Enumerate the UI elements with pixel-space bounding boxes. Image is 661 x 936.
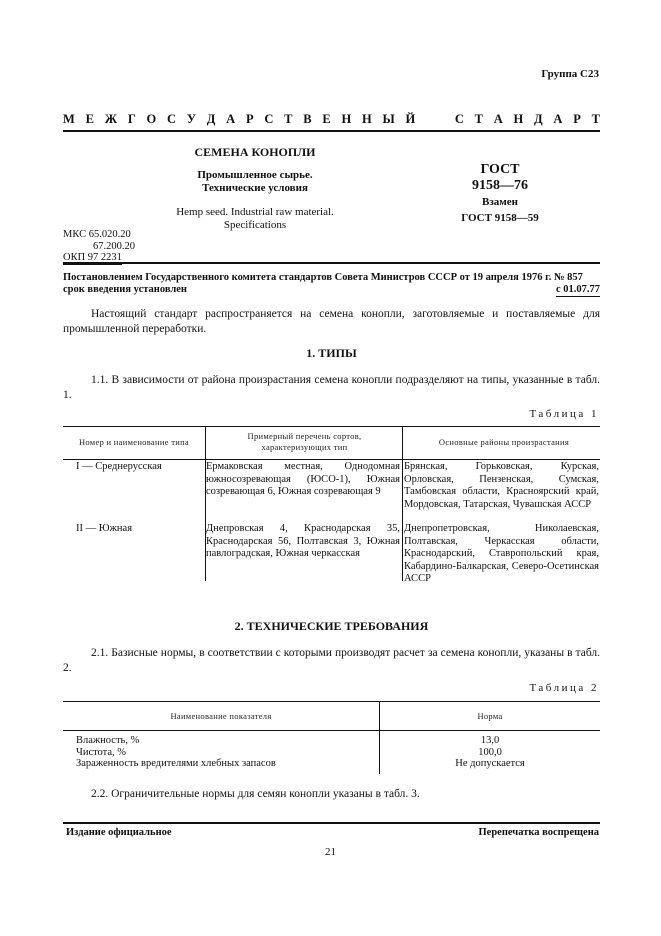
gost-label: ГОСТ — [480, 162, 520, 177]
footer-reprint: Перепечатка воспрещена — [478, 827, 599, 838]
table-1-header-regions: Основные районы произрастания — [438, 437, 570, 447]
banner_right-letter: Д — [534, 112, 543, 126]
banner_left-letter: О — [146, 112, 157, 126]
banner_left-letter: Д — [206, 112, 216, 126]
section-2-2-paragraph: 2.2. Ограничительные нормы для семян конопли указаны в табл. 3. — [91, 788, 420, 800]
banner_left-letter: Р — [245, 112, 254, 126]
table-2-row-2-value: 100,0 — [478, 746, 502, 758]
banner_right-letter: Р — [573, 112, 581, 126]
banner_right-letter: Т — [474, 112, 483, 126]
table-2-names — [76, 735, 376, 770]
table-1-col-divider-2 — [402, 426, 403, 581]
english-title — [150, 206, 360, 232]
banner_left-letter: Ы — [382, 112, 395, 126]
table-2-values — [380, 735, 600, 770]
footer-edition: Издание официальное — [66, 827, 172, 838]
banner_right-letter: А — [553, 112, 563, 126]
banner-gap — [426, 112, 444, 127]
classification-codes — [63, 229, 135, 265]
table-1-row-1-type: I — Среднерусская — [76, 461, 162, 472]
table-1-header-rule — [63, 459, 600, 460]
banner_left-letter: Е — [322, 112, 331, 126]
section-2-heading: 2. ТЕХНИЧЕСКИЕ ТРЕБОВАНИЯ — [234, 619, 429, 633]
mks-code-2: 67.200.20 — [93, 240, 135, 252]
page-number: 21 — [325, 846, 336, 858]
section-1-paragraph: 1.1. В зависимости от района произрастания семена конопли подразделяют на типы, указанные в табл. 1. — [63, 374, 600, 401]
table-2-top-rule — [63, 701, 600, 702]
subtitle-line-2: Технические условия — [202, 182, 308, 194]
banner_left-letter: Е — [85, 112, 94, 126]
banner_left-letter: Ж — [104, 112, 118, 126]
banner-rule — [63, 130, 600, 132]
mks-code-1: МКС 65.020.20 — [63, 229, 131, 240]
banner_left-letter: С — [167, 112, 177, 126]
table-2-row-1-name: Влажность, % — [76, 735, 140, 746]
banner_right-letter: Т — [591, 112, 600, 126]
subtitle-line-1: Промышленное сырье. — [197, 169, 313, 181]
banner_left-letter: М — [63, 112, 75, 126]
english-title-line-1: Hemp seed. Industrial raw material. — [176, 206, 334, 218]
table-2-row-3-value: Не допускается — [455, 758, 525, 769]
banner_left-letter: С — [264, 112, 274, 126]
table-1-row-1-regions: Брянская, Горьковская, Курская, Орловская, Пензенская, Сумская, Тамбовская области, Красноярский край, Мордовская, Татарская, Чувашская АССР — [404, 461, 599, 510]
table-2-header-rule — [63, 730, 600, 731]
document-subtitle — [150, 169, 360, 195]
table-1-header-varieties: Примерный перечень сортов, характеризующих тип — [247, 431, 362, 452]
group-label: Группа С23 — [541, 68, 599, 80]
banner_left-letter: Й — [405, 112, 416, 126]
gost-old-number: ГОСТ 9158—59 — [461, 212, 539, 224]
banner_left-letter: Н — [362, 112, 372, 126]
table-1-row-1-varieties: Ермаковская местная, Однодомная южносозревающая (ЮСО-1), Южная созревающая 6, Южная созревающая 9 — [206, 461, 400, 497]
banner_right-letter: Н — [513, 112, 524, 126]
footer-rule — [63, 822, 600, 824]
table-1-row-2-regions: Днепропетровская, Николаевская, Полтавская, Черкасская области, Краснодарский, Ставропольский края, Кабардино-Балкарская, Северо-Осетинская АССР — [404, 523, 599, 584]
decree-line-2: срок введения установлен — [63, 284, 187, 295]
english-title-line-2: Specifications — [223, 219, 287, 231]
banner_left-letter: У — [186, 112, 197, 126]
table-1-header-type: Номер и наименование типа — [78, 437, 189, 447]
table-2-row-1-value: 13,0 — [480, 735, 500, 746]
table-2-row-3-name: Зараженность вредителями хлебных запасов — [76, 758, 276, 769]
gost-number: 9158—76 — [472, 178, 528, 193]
banner_right-letter: С — [454, 112, 464, 126]
intro-paragraph: Настоящий стандарт распространяется на семена конопли, заготовляемые и поставляемые для промышленной переработки. — [63, 308, 600, 335]
banner_left-letter: В — [303, 112, 312, 126]
decree-block — [63, 272, 600, 297]
table-1-row-2-type: II — Южная — [76, 523, 133, 534]
gost-replaces: Взамен — [482, 196, 518, 208]
banner_left-letter: Г — [127, 112, 136, 126]
okp-code: ОКП 97 2231 — [63, 252, 122, 263]
table-1-row-2-varieties: Днепровская 4, Краснодарская 35, Краснодарская 56, Полтавская 3, Южная павлоградская, Южная черкасская — [206, 523, 400, 559]
banner_left-letter: Т — [284, 112, 293, 126]
effective-date: с 01.07.77 — [555, 284, 600, 295]
standard-banner — [63, 112, 600, 127]
table-2-row-2-name: Чистота, % — [76, 746, 127, 758]
table-2-header-name: Наименование показателя — [170, 711, 272, 721]
table-1-caption: Таблица 1 — [529, 408, 599, 420]
section-2-paragraph: 2.1. Базисные нормы, в соответствии с которыми производят расчет за семена конопли, указаны в табл. 2. — [63, 647, 600, 674]
table-1-top-rule — [63, 426, 600, 427]
codes-rule — [63, 262, 600, 264]
document-title: СЕМЕНА КОНОПЛИ — [194, 145, 316, 159]
table-2-caption: Таблица 2 — [529, 682, 599, 694]
banner_left-letter: Н — [341, 112, 352, 126]
decree-line-1: Постановлением Государственного комитета стандартов Совета Министров СССР от 19 апреля 1976 г. № 857 — [63, 272, 583, 283]
table-2-header-norm: Норма — [477, 711, 503, 721]
section-1-heading: 1. ТИПЫ — [306, 346, 357, 360]
banner_left-letter: А — [226, 112, 236, 126]
banner_right-letter: А — [493, 112, 503, 126]
